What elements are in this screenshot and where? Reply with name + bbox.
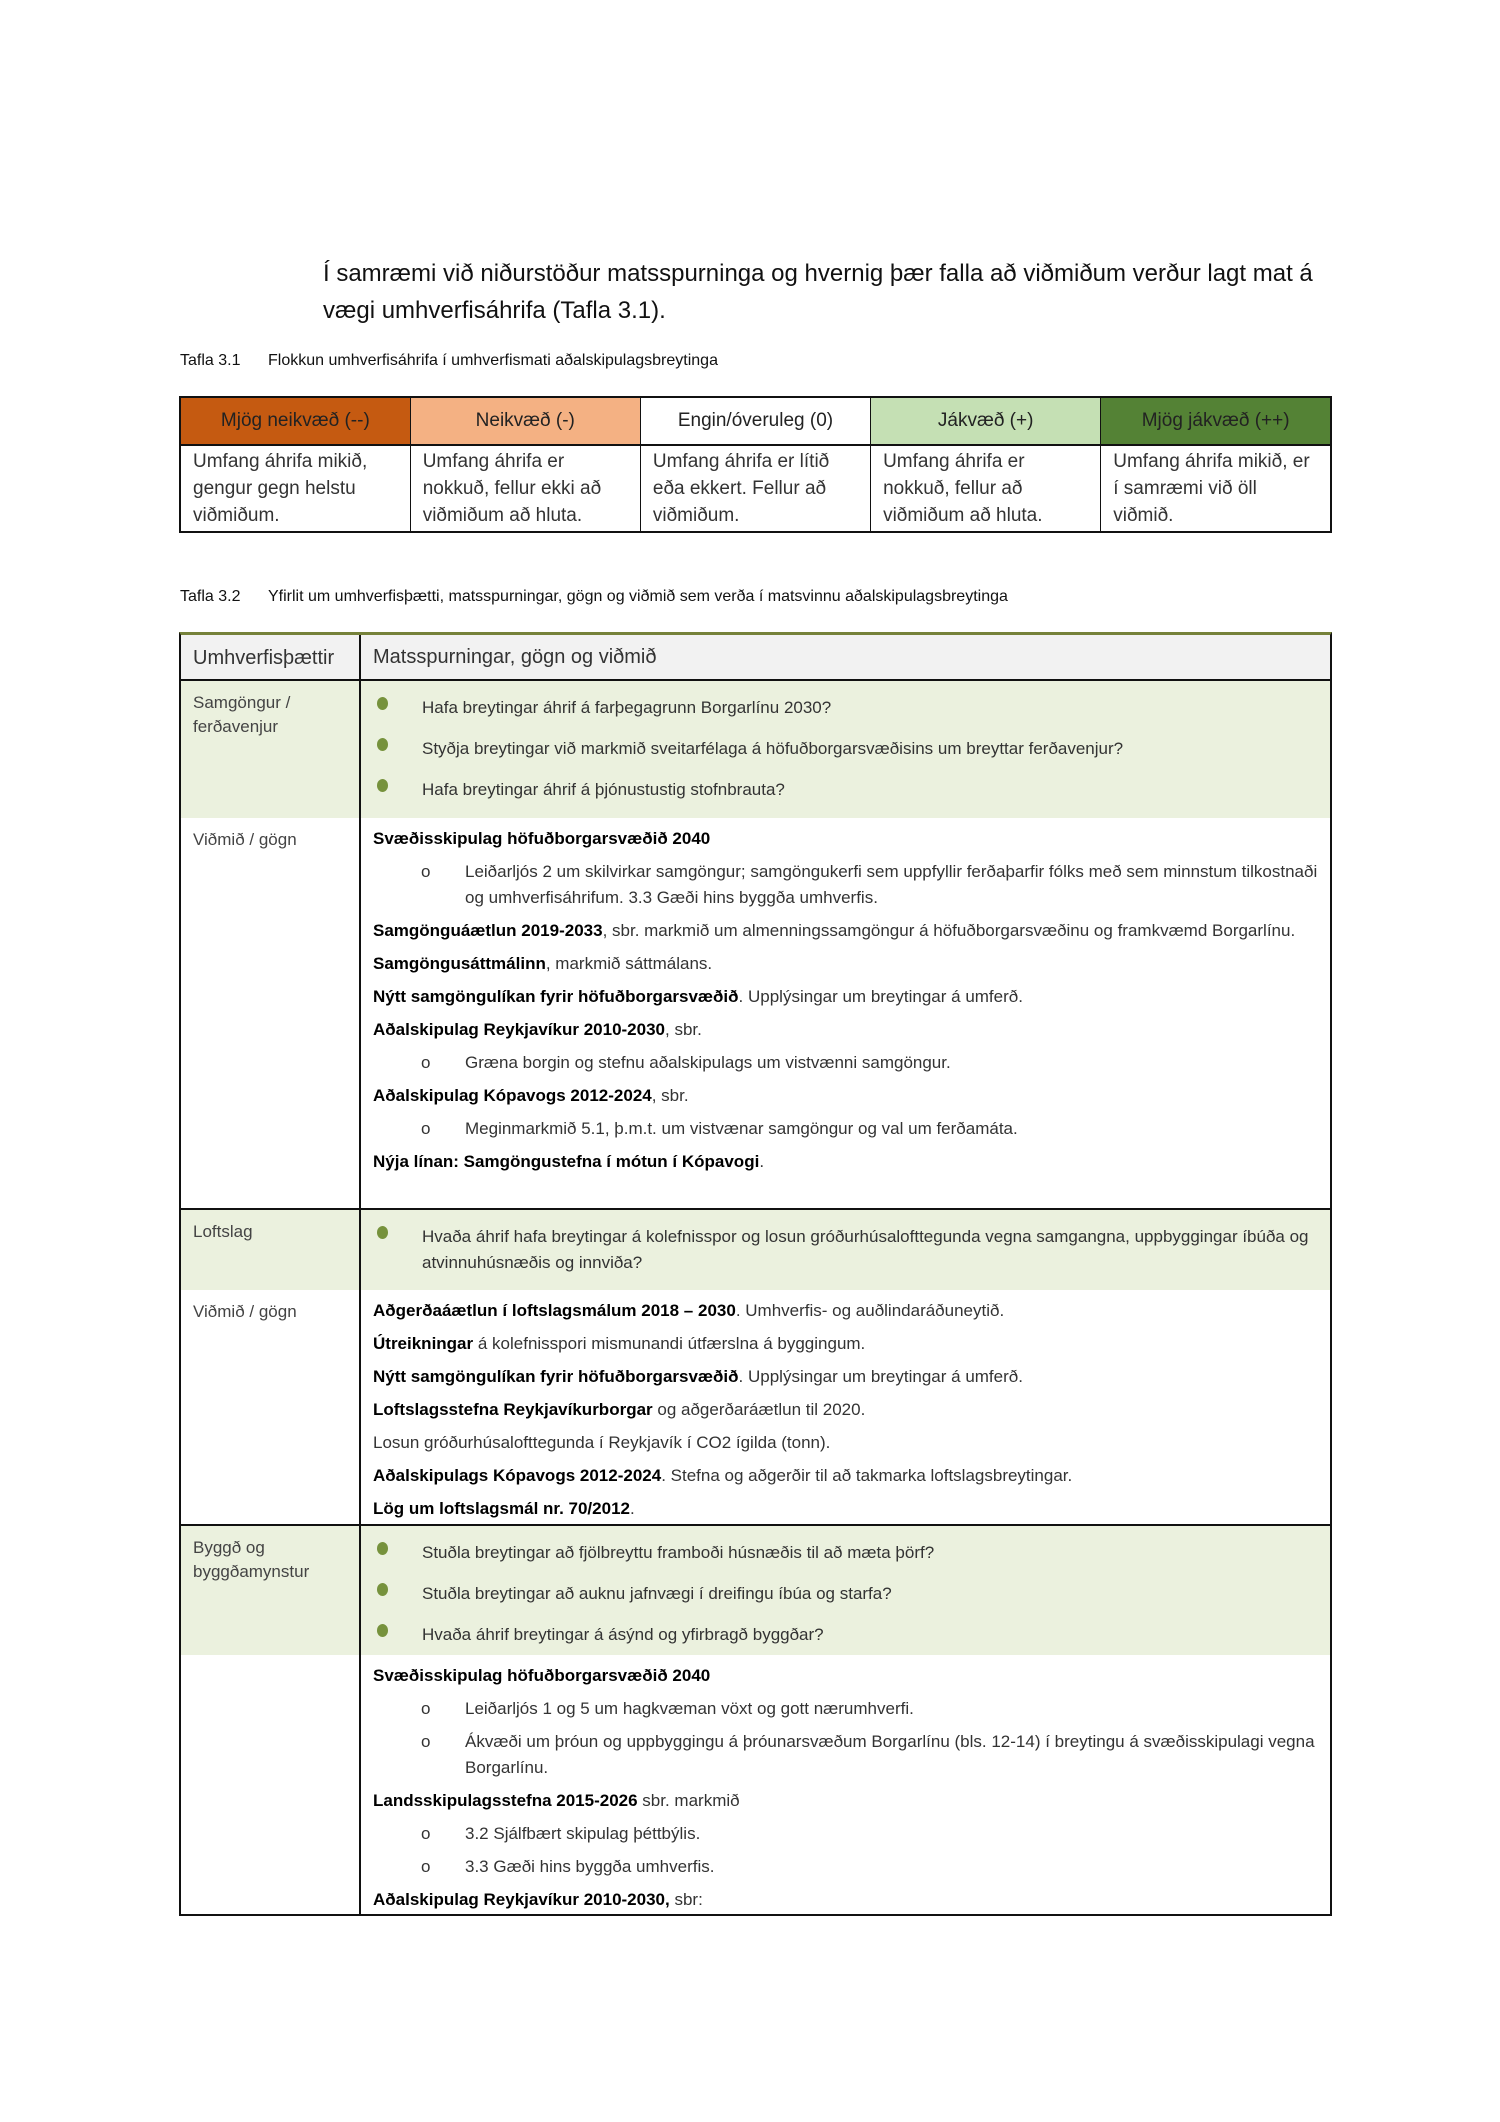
- question-text: Stuðla breytingar að fjölbreyttu framboði húsnæðis til að mæta þörf?: [422, 1543, 935, 1562]
- reference-title: Lög um loftslagsmál nr. 70/2012: [373, 1499, 630, 1518]
- question-text: Stuðla breytingar að auknu jafnvægi í dreifingu íbúa og starfa?: [422, 1584, 892, 1603]
- desc-positive: Umfang áhrifa er nokkuð, fellur að viðmiðum að hluta.: [871, 445, 1101, 532]
- reference-note: . Upplýsingar um breytingar á umferð.: [738, 1367, 1023, 1386]
- factor-label: Byggð og byggðamynstur: [181, 1526, 361, 1655]
- reference-note: og aðgerðaráætlun til 2020.: [652, 1400, 866, 1419]
- question-text: Hvaða áhrif hafa breytingar á kolefnisspor og losun gróðurhúsalofttegunda vegna samgangna, uppbyggingar íbúða og atvinnuhúsnæðis og innviða?: [422, 1227, 1309, 1272]
- reference-note: , sbr.: [651, 1086, 689, 1105]
- circle-bullet-icon: o: [421, 1053, 431, 1072]
- table-row: [181, 818, 1330, 1208]
- subitem-text: Ákvæði um þróun og uppbyggingu á þróunarsvæðum Borgarlínu (bls. 12-14) í breytingu á svæðisskipulagi vegna Borgarlínu.: [465, 1732, 1315, 1777]
- header-negative: Neikvæð (-): [410, 397, 640, 445]
- reference-note: á kolefnisspori mismunandi útfærslna á byggingum.: [473, 1334, 866, 1353]
- subitem-text: Leiðarljós 2 um skilvirkar samgöngur; samgöngukerfi sem uppfyllir ferðaþarfir fólks með sem minnstum tilkostnaði og umhverfisáhrifum. 3.3 Gæði hins byggða umhverfis.: [465, 862, 1318, 907]
- question-item: [373, 695, 1318, 721]
- reference-title: Svæðisskipulag höfuðborgarsvæðið 2040: [373, 829, 711, 848]
- row-content: [361, 1526, 1330, 1655]
- reference-item: [373, 918, 1318, 944]
- reference-subitem: [373, 1821, 1318, 1847]
- reference-subitem: [373, 1696, 1318, 1722]
- subitem-text: Græna borgin og stefnu aðalskipulags um vistvænni samgöngur.: [465, 1053, 951, 1072]
- reference-item: [373, 1298, 1318, 1324]
- reference-item: [373, 1463, 1318, 1489]
- reference-item: [373, 1663, 1318, 1689]
- reference-subitem: [373, 859, 1318, 911]
- reference-title: Aðalskipulags Kópavogs 2012-2024: [373, 1466, 662, 1485]
- question-text: Hafa breytingar áhrif á farþegagrunn Borgarlínu 2030?: [422, 698, 832, 717]
- bullet-icon: [377, 738, 388, 751]
- factor-label: [181, 1655, 361, 1914]
- question-item: [373, 1622, 1318, 1648]
- caption-text: Yfirlit um umhverfisþætti, matsspurningar, gögn og viðmið sem verða í matsvinnu aðalskipulagsbreytinga: [268, 588, 1008, 605]
- reference-note: , sbr. markmið um almenningssamgöngur á höfuðborgarsvæðinu og framkvæmd Borgarlínu.: [602, 921, 1296, 940]
- desc-negative: Umfang áhrifa er nokkuð, fellur ekki að viðmiðum að hluta.: [410, 445, 640, 532]
- header-factors: Umhverfisþættir: [181, 635, 361, 679]
- reference-title: Samgöngusáttmálinn: [373, 954, 546, 973]
- circle-bullet-icon: o: [421, 862, 431, 881]
- row-content: [361, 818, 1330, 1208]
- caption-number: Tafla 3.1: [180, 352, 241, 369]
- reference-note: . Umhverfis- og auðlindaráðuneytið.: [735, 1301, 1005, 1320]
- factor-label: Viðmið / gögn: [181, 818, 361, 1208]
- bullet-icon: [377, 779, 388, 792]
- subitem-text: 3.2 Sjálfbært skipulag þéttbýlis.: [465, 1824, 701, 1843]
- reference-item: [373, 1331, 1318, 1357]
- reference-item: [373, 1887, 1318, 1913]
- impact-classification-table: [179, 396, 1332, 533]
- circle-bullet-icon: o: [421, 1699, 431, 1718]
- header-very-positive: Mjög jákvæð (++): [1101, 397, 1331, 445]
- row-content: [361, 1655, 1330, 1914]
- reference-item: [373, 1496, 1318, 1522]
- question-text: Hafa breytingar áhrif á þjónustustig stofnbrauta?: [422, 780, 785, 799]
- environmental-factors-table: [179, 632, 1332, 1916]
- table-row: [181, 1524, 1330, 1655]
- reference-title: Aðalskipulag Reykjavíkur 2010-2030,: [373, 1890, 670, 1909]
- bullet-icon: [377, 1624, 388, 1637]
- reference-title: Nýtt samgöngulíkan fyrir höfuðborgarsvæðið: [373, 987, 739, 1006]
- bullet-icon: [377, 1542, 388, 1555]
- reference-item: [373, 1149, 1318, 1175]
- reference-item: [373, 984, 1318, 1010]
- header-questions: Matsspurningar, gögn og viðmið: [373, 646, 657, 668]
- subitem-text: 3.3 Gæði hins byggða umhverfis.: [465, 1857, 715, 1876]
- bullet-icon: [377, 697, 388, 710]
- reference-item: [373, 826, 1318, 852]
- reference-item: [373, 1397, 1318, 1423]
- reference-item: [373, 951, 1318, 977]
- reference-title: Aðgerðaáætlun í loftslagsmálum 2018 – 2030: [373, 1301, 736, 1320]
- table-header-row: [181, 635, 1330, 681]
- desc-very-positive: Umfang áhrifa mikið, er í samræmi við öll viðmið.: [1101, 445, 1331, 532]
- question-item: [373, 777, 1318, 803]
- desc-very-negative: Umfang áhrifa mikið, gengur gegn helstu viðmiðum.: [180, 445, 410, 532]
- caption-text: Flokkun umhverfisáhrifa í umhverfismati aðalskipulagsbreytinga: [268, 352, 718, 369]
- reference-title: Nýtt samgöngulíkan fyrir höfuðborgarsvæðið: [373, 1367, 739, 1386]
- reference-title: Svæðisskipulag höfuðborgarsvæðið 2040: [373, 1666, 711, 1685]
- reference-item: [373, 1364, 1318, 1390]
- table-row: [181, 1290, 1330, 1524]
- reference-subitem: [373, 1729, 1318, 1781]
- question-text: Styðja breytingar við markmið sveitarfélaga á höfuðborgarsvæðisins um breyttar ferðavenjur?: [422, 739, 1124, 758]
- reference-title: Loftslagsstefna Reykjavíkurborgar: [373, 1400, 653, 1419]
- intro-paragraph: Í samræmi við niðurstöður matsspurninga og hvernig þær falla að viðmiðum verður lagt mat á vægi umhverfisáhrifa (Tafla 3.1).: [323, 260, 1313, 324]
- reference-note: .: [759, 1152, 765, 1171]
- table-3-2-caption: [180, 588, 1008, 606]
- circle-bullet-icon: o: [421, 1857, 431, 1876]
- reference-title: Nýja línan: Samgöngustefna í mótun í Kópavogi: [373, 1152, 760, 1171]
- reference-item: [373, 1083, 1318, 1109]
- bullet-icon: [377, 1583, 388, 1596]
- reference-item: [373, 1430, 1318, 1456]
- reference-title: Útreikningar: [373, 1334, 474, 1353]
- question-item: [373, 1224, 1318, 1276]
- reference-note: , markmið sáttmálans.: [545, 954, 713, 973]
- question-item: [373, 1581, 1318, 1607]
- reference-title: Aðalskipulag Kópavogs 2012-2024: [373, 1086, 652, 1105]
- reference-subitem: [373, 1116, 1318, 1142]
- table-3-1-caption: [180, 352, 718, 370]
- circle-bullet-icon: o: [421, 1824, 431, 1843]
- bullet-icon: [377, 1226, 388, 1239]
- circle-bullet-icon: o: [421, 1732, 431, 1751]
- reference-item: [373, 1017, 1318, 1043]
- reference-note: , sbr.: [665, 1020, 702, 1039]
- factor-label: Viðmið / gögn: [181, 1290, 361, 1524]
- reference-title: Aðalskipulag Reykjavíkur 2010-2030: [373, 1020, 665, 1039]
- reference-note: Losun gróðurhúsalofttegunda í Reykjavík í CO2 ígilda (tonn).: [373, 1433, 831, 1452]
- factor-label: Samgöngur / ferðavenjur: [181, 681, 361, 818]
- circle-bullet-icon: o: [421, 1119, 431, 1138]
- reference-subitem: [373, 1854, 1318, 1880]
- reference-title: Landsskipulagsstefna 2015-2026: [373, 1791, 638, 1810]
- header-positive: Jákvæð (+): [871, 397, 1101, 445]
- reference-subitem: [373, 1050, 1318, 1076]
- reference-item: [373, 1788, 1318, 1814]
- factor-label: Loftslag: [181, 1210, 361, 1290]
- reference-note: sbr. markmið: [637, 1791, 740, 1810]
- table-row: [181, 681, 1330, 818]
- question-text: Hvaða áhrif breytingar á ásýnd og yfirbragð byggðar?: [422, 1625, 824, 1644]
- reference-note: .: [629, 1499, 635, 1518]
- table-row: [181, 1655, 1330, 1914]
- subitem-text: Meginmarkmið 5.1, þ.m.t. um vistvænar samgöngur og val um ferðamáta.: [465, 1119, 1018, 1138]
- row-content: [361, 1290, 1330, 1524]
- table-row: [181, 1208, 1330, 1290]
- row-content: [361, 681, 1330, 818]
- header-neutral: Engin/óveruleg (0): [640, 397, 870, 445]
- desc-neutral: Umfang áhrifa er lítið eða ekkert. Fellur að viðmiðum.: [640, 445, 870, 532]
- question-item: [373, 736, 1318, 762]
- reference-note: sbr:: [669, 1890, 703, 1909]
- reference-note: . Stefna og aðgerðir til að takmarka loftslagsbreytingar.: [661, 1466, 1073, 1485]
- subitem-text: Leiðarljós 1 og 5 um hagkvæman vöxt og gott nærumhverfi.: [465, 1699, 914, 1718]
- caption-number: Tafla 3.2: [180, 588, 241, 605]
- reference-title: Samgönguáætlun 2019-2033: [373, 921, 603, 940]
- reference-note: . Upplýsingar um breytingar á umferð.: [738, 987, 1023, 1006]
- row-content: [361, 1210, 1330, 1290]
- question-item: [373, 1540, 1318, 1566]
- header-very-negative: Mjög neikvæð (--): [180, 397, 410, 445]
